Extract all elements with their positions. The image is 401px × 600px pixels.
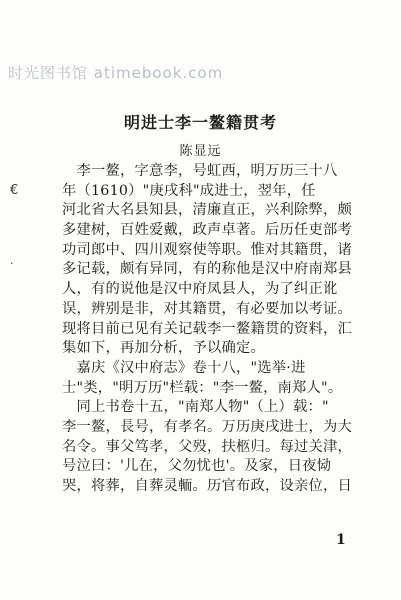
margin-mark: € (10, 183, 19, 198)
article-title: 明进士李一鳌籍贯考 (123, 113, 277, 132)
page-number: 1 (336, 532, 346, 548)
watermark: 时光图书馆 atimebook.com (8, 64, 224, 82)
text-line: 多记载，颇有异同，有的称他是汉中府南郑县 (62, 261, 352, 278)
text-line: 集如下，再加分析，予以确定。 (62, 340, 265, 357)
text-line: 哭，将葬，自葬灵輀。历官布政，设亲位，日 (62, 478, 352, 494)
text-line: 多建树，百姓爱戴，政声卓著。后历任吏部考 (62, 222, 352, 239)
margin-mark: · (10, 257, 14, 270)
author-name: 陈显远 (179, 144, 222, 159)
text-line: 误，辨别是非，对其籍贯，有必要加以考证。 (62, 300, 352, 317)
text-line: 名令。事父笃孝，父殁，扶柩归。每过关津， (62, 438, 352, 455)
text-line: 号泣曰：'儿在，父勿忧也'。及家，日夜恸 (62, 458, 332, 475)
text-line: 功司郎中、四川观察使等职。惟对其籍贯，诸 (62, 241, 352, 258)
text-line: 嘉庆《汉中府志》卷十八，"选举·进 (62, 359, 306, 376)
text-line: 河北省大名县知县，清廉直正，兴利除弊，颇 (62, 202, 352, 219)
body-text (62, 162, 382, 497)
text-line: 李一鳌，字意李，号虹西，明万历三十八 (62, 163, 338, 179)
text-line: 士"类，"明万历"栏载："李一鳌，南郑人"。 (62, 379, 343, 396)
text-line: 现将目前已见有关记载李一鳌籍贯的资料，汇 (62, 320, 352, 337)
text-line: 李一鳌，長号，有孝名。万历庚戌进士，为大 (62, 418, 352, 435)
text-line: 年（1610）"庚戌科"成进士，翌年，任 (62, 182, 316, 199)
text-line: 人，有的说他是汉中府凤县人，为了纠正讹 (62, 281, 338, 298)
text-line: 同上书卷十五，"南郑人物"（上）载：" (62, 399, 329, 416)
